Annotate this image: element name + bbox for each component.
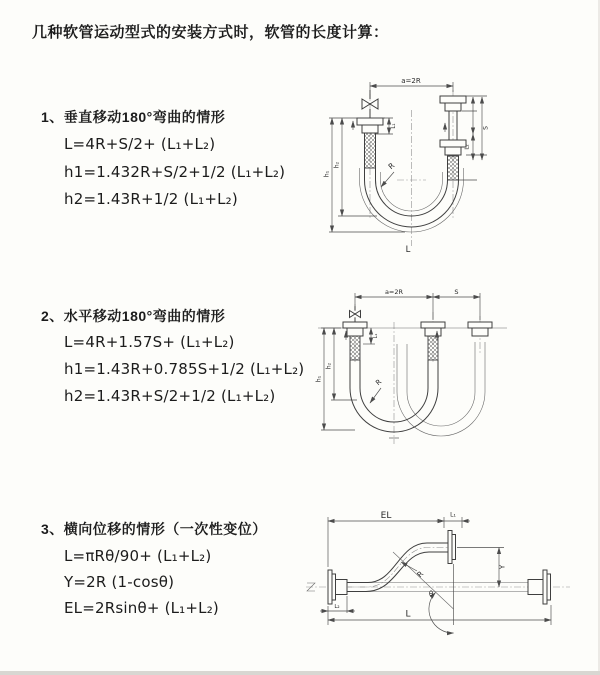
flange: [421, 322, 445, 328]
flange: [328, 570, 332, 604]
dim-label-s: S: [482, 126, 490, 130]
radius-label-r: R: [386, 160, 397, 172]
flange: [343, 322, 367, 328]
page-edge: [0, 671, 600, 675]
diagram-vertical-bend-180: [305, 68, 555, 263]
dim-label-a-2r: a=2R: [401, 77, 421, 85]
fitting-nut: [347, 328, 363, 336]
hose-outline: [347, 543, 448, 583]
dim-label-h1: h₁: [315, 375, 323, 383]
formula-line: h1=1.43R+0.785S+1/2 (L₁+L₂): [64, 360, 305, 378]
section-2-heading: 2、水平移动180°弯曲的情形: [41, 308, 226, 324]
fitting-nut: [445, 103, 461, 111]
flange: [440, 140, 466, 147]
radius-label-r: R: [374, 377, 384, 388]
dim-label-a-2r: a=2R: [384, 288, 404, 296]
construction-line: [393, 552, 454, 609]
formula-line: Y=2R (1-cosθ): [64, 573, 175, 591]
leader-line: [370, 388, 381, 403]
braided-hose-section: [350, 336, 360, 360]
dim-label-l2: L₂: [464, 144, 471, 150]
dim-label-l2: L₂: [334, 604, 340, 610]
formula-line: L=πRθ/90+ (L₁+L₂): [64, 547, 212, 565]
braided-hose-section: [365, 133, 376, 168]
diagram-lateral-displacement: [298, 503, 586, 651]
hose-outline-phantom: [397, 342, 485, 436]
length-label-l: L: [405, 245, 411, 255]
dim-label-s: S: [454, 288, 459, 296]
dim-label-h1: h₁: [323, 170, 331, 178]
fitting-nut: [425, 328, 441, 336]
dim-label-y: Y: [498, 564, 507, 570]
flange: [440, 96, 466, 103]
diagram-horizontal-bend-180: [315, 282, 565, 454]
formula-line: h2=1.43R+S/2+1/2 (L₁+L₂): [64, 387, 276, 405]
dim-label-h2: h₂: [325, 362, 333, 370]
dim-label-el: EL: [380, 511, 392, 521]
dim-label-l1: L₁: [373, 333, 379, 339]
dim-label-l: L: [405, 609, 411, 620]
fitting-body: [336, 580, 348, 595]
valve-icon: [350, 311, 361, 318]
leader-line: [381, 172, 394, 187]
formula-line: L=4R+S/2+ (L₁+L₂): [64, 135, 216, 153]
flange: [448, 531, 452, 564]
flange: [332, 574, 336, 600]
extension-line: [328, 517, 462, 567]
flange: [357, 118, 383, 125]
dim-label-l1: L₁: [450, 511, 456, 519]
angle-arc: [429, 593, 454, 633]
angle-label-theta: θ: [428, 590, 434, 598]
section-1-heading: 1、垂直移动180°弯曲的情形: [41, 109, 226, 125]
formula-line: h2=1.43R+1/2 (L₁+L₂): [64, 190, 238, 208]
dim-label-l1: L₁: [391, 123, 397, 129]
extension-line: [328, 605, 551, 625]
formula-line: h1=1.432R+S/2+1/2 (L₁+L₂): [64, 163, 286, 181]
flange: [543, 570, 547, 604]
braided-hose-section: [428, 336, 438, 360]
dim-label-h2: h₂: [333, 161, 341, 169]
section-3-heading: 3、横向位移的情形（一次性变位）: [41, 521, 267, 537]
braided-hose-section: [448, 156, 459, 180]
formula-line: L=4R+1.57S+ (L₁+L₂): [64, 333, 235, 351]
fitting-nut-phantom: [472, 328, 488, 336]
hose-centerline: [347, 548, 448, 588]
fitting-nut: [445, 147, 461, 155]
fitting-body: [528, 580, 543, 595]
flange-phantom: [468, 322, 492, 328]
flange: [547, 574, 551, 600]
page-title: 几种软管运动型式的安装方式时，软管的长度计算：: [32, 24, 389, 41]
radius-label-r: R: [415, 569, 426, 580]
formula-line: EL=2Rsinθ+ (L₁+L₂): [64, 599, 219, 617]
hose-outline: [347, 552, 448, 592]
flange: [452, 535, 456, 560]
fitting-nut: [362, 125, 378, 133]
